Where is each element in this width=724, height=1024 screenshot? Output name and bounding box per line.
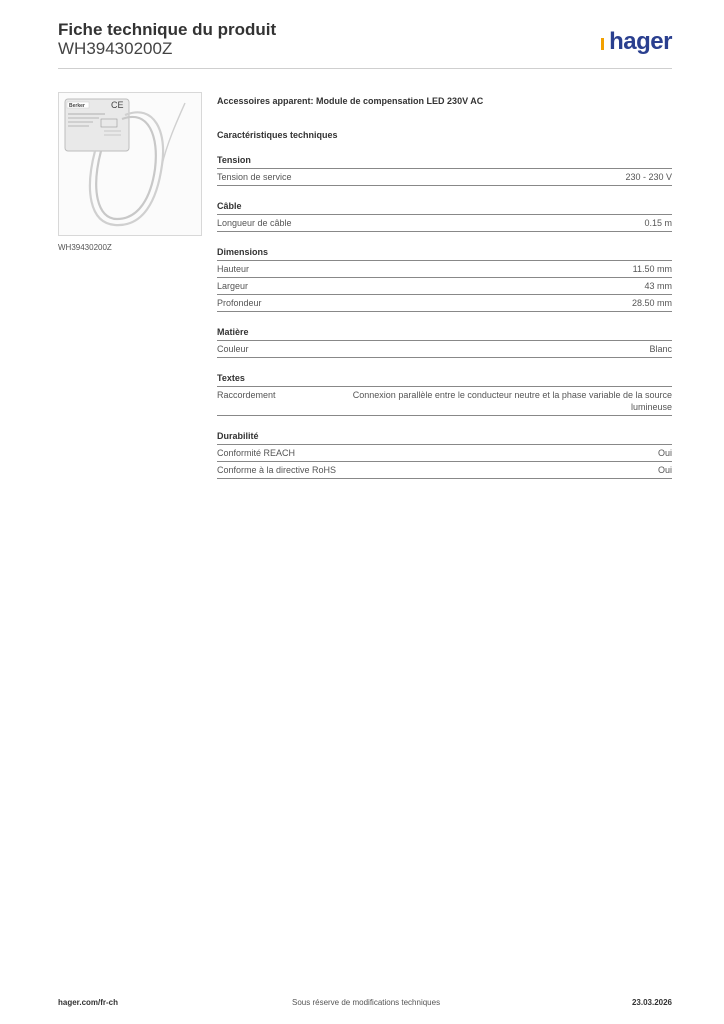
spec-label: Raccordement [217,390,276,400]
spec-label: Hauteur [217,264,250,274]
spec-value: Oui [657,465,672,475]
logo-colon-mark [601,38,607,50]
page-header [58,20,672,69]
footer-date: 23.03.2026 [631,998,672,1007]
spec-row [217,169,672,186]
product-image [58,92,202,236]
product-reference: WH39430200Z [58,39,173,58]
spec-row [217,445,672,462]
spec-value: Blanc [649,344,672,354]
spec-value: Connexion parallèle entre le conducteur neutre et la phase variable de la source lumineuse [352,390,672,412]
section-material [217,327,672,358]
image-caption: WH39430200Z [58,243,112,252]
spec-value: 230 - 230 V [625,172,672,182]
section-title: Tension [217,155,672,169]
section-title: Dimensions [217,247,672,261]
spec-label: Longueur de câble [217,218,292,228]
section-tension [217,155,672,186]
spec-label: Conformité REACH [217,448,296,458]
hager-logo [601,28,672,56]
section-cable [217,201,672,232]
spec-row [217,295,672,312]
page-title: Fiche technique du produit [58,20,277,39]
spec-row [217,387,672,416]
spec-value: 28.50 mm [631,298,672,308]
footer-website-link[interactable]: hager.com/fr-ch [58,998,119,1007]
spec-value: 11.50 mm [632,264,672,274]
product-illustration [59,93,201,235]
spec-label: Largeur [217,281,249,291]
section-dimensions [217,247,672,312]
spec-row [217,278,672,295]
svg-text:CE: CE [111,100,124,110]
spec-row [217,341,672,358]
section-title: Matière [217,327,672,341]
brand-label: Berker [69,103,85,109]
logo-text: hager [609,28,672,55]
section-sustainability [217,431,672,479]
category-title: Accessoires apparent: Module de compensation LED 230V AC [217,96,484,106]
footer-notice: Sous réserve de modifications techniques [292,998,441,1007]
section-title: Durabilité [217,431,672,445]
spec-label: Couleur [217,344,249,354]
spec-row [217,462,672,479]
spec-label: Conforme à la directive RoHS [217,465,337,475]
section-title: Câble [217,201,672,215]
spec-value: 0.15 m [644,218,672,228]
spec-label: Profondeur [217,298,262,308]
section-texts [217,373,672,416]
specs-title: Caractéristiques techniques [217,130,338,140]
spec-content [217,96,672,479]
spec-value: 43 mm [644,281,672,291]
spec-row [217,261,672,278]
spec-row [217,215,672,232]
spec-value: Oui [657,448,672,458]
section-title: Textes [217,373,672,387]
spec-label: Tension de service [217,172,292,182]
